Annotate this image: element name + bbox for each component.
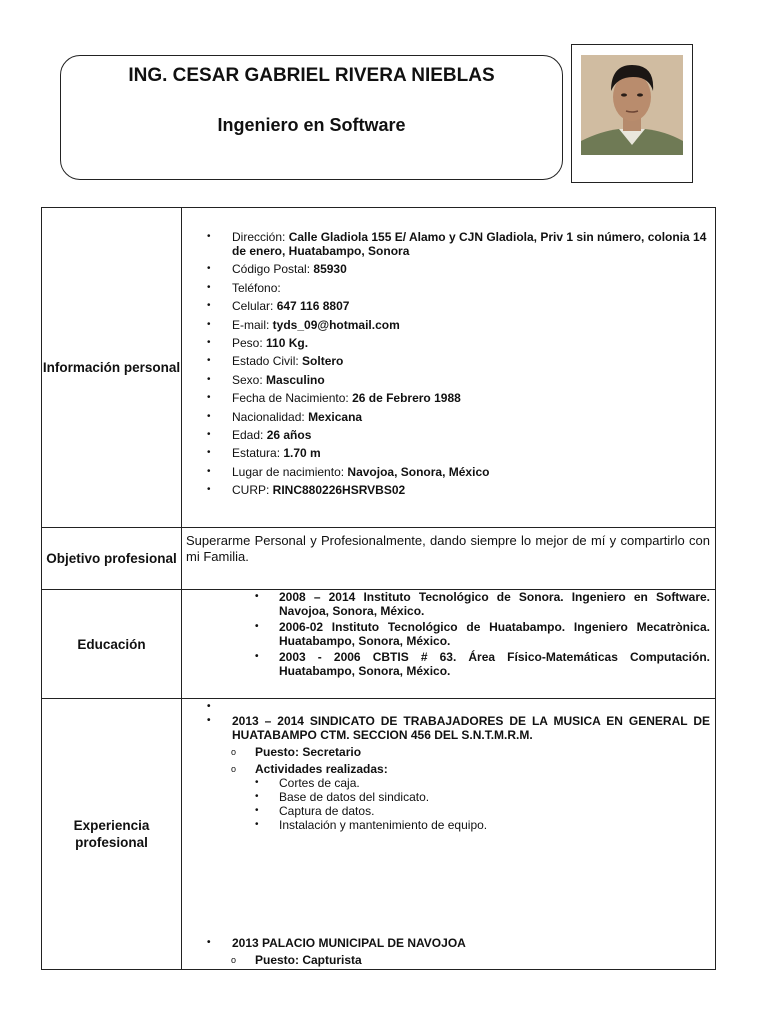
- personal-value: Masculino: [266, 372, 325, 387]
- bullet-icon: •: [207, 263, 211, 275]
- personal-item: [182, 428, 707, 442]
- bullet-icon: •: [207, 392, 211, 404]
- bullet-icon: •: [255, 591, 259, 602]
- personal-item: [182, 230, 707, 258]
- bullet-icon: •: [207, 373, 211, 385]
- objective-row: [42, 528, 716, 590]
- sub-bullet-icon: o: [231, 747, 237, 757]
- bullet-icon: •: [207, 355, 211, 367]
- bullet-icon: •: [207, 484, 211, 496]
- personal-value: 85930: [313, 262, 347, 277]
- personal-item: [182, 281, 707, 295]
- personal-key: Teléfono:: [232, 280, 281, 295]
- bullet-icon: •: [255, 791, 259, 802]
- bullet-icon: •: [255, 805, 259, 816]
- personal-item: [182, 336, 707, 350]
- personal-key: Estatura:: [232, 446, 284, 461]
- bullet-icon: •: [207, 715, 211, 726]
- candidate-name: ING. CESAR GABRIEL RIVERA NIEBLAS: [128, 65, 495, 86]
- education-item: • 2006-02 Instituto Tecnológico de Huatabampo. Ingeniero Mecatrònica. Huatabampo, Sonora, México.: [255, 620, 710, 648]
- personal-key: CURP:: [232, 483, 273, 498]
- activity-item: • Instalación y mantenimiento de equipo.: [255, 818, 488, 832]
- job-2-title: • 2013 PALACIO MUNICIPAL DE NAVOJOA: [207, 936, 466, 950]
- objective-label: Objetivo profesional: [42, 528, 182, 590]
- bullet-icon: •: [207, 701, 211, 712]
- personal-key: Dirección:: [232, 230, 289, 244]
- personal-item: [182, 483, 707, 497]
- personal-key: Código Postal:: [232, 262, 314, 277]
- photo-frame: [571, 44, 693, 183]
- personal-value: Navojoa, Sonora, México: [347, 464, 490, 479]
- cv-table: [41, 207, 716, 970]
- job-1-activities: [182, 776, 710, 832]
- education-label: Educación: [42, 590, 182, 699]
- empty-bullet: [182, 700, 710, 714]
- personal-item: [182, 446, 707, 460]
- personal-key: Lugar de nacimiento:: [232, 464, 348, 479]
- personal-value: Mexicana: [308, 409, 363, 424]
- sub-bullet-icon: o: [231, 764, 237, 774]
- experience-row: [42, 699, 716, 970]
- sub-bullet-icon: o: [231, 955, 237, 965]
- candidate-title: Ingeniero en Software: [217, 115, 406, 135]
- personal-list: [182, 208, 715, 497]
- personal-content: [182, 208, 716, 528]
- bullet-icon: •: [207, 336, 211, 348]
- personal-label: Información personal: [42, 208, 182, 528]
- personal-item: [182, 465, 707, 479]
- job-2-position: o Puesto: Capturista: [231, 953, 362, 967]
- personal-item: [182, 391, 707, 405]
- personal-item: [182, 318, 707, 332]
- personal-item: [182, 354, 707, 368]
- education-item: • 2008 – 2014 Instituto Tecnológico de Sonora. Ingeniero en Software. Navojoa, Sonora, México.: [255, 590, 710, 618]
- personal-value: tyds_09@hotmail.com: [272, 317, 400, 332]
- education-row: [42, 590, 716, 699]
- personal-row: [42, 208, 716, 528]
- bullet-icon: •: [207, 231, 211, 242]
- education-list: [182, 590, 715, 678]
- bullet-icon: •: [255, 777, 259, 788]
- personal-value: RINC880226HSRVBS02: [272, 483, 406, 498]
- bullet-icon: •: [207, 428, 211, 440]
- job-1-position: o Puesto: Secretario: [231, 745, 362, 759]
- bullet-icon: •: [207, 937, 211, 948]
- personal-value: Calle Gladiola 155 E/ Alamo y CJN Gladiola, Priv 1 sin número, colonia 14 de enero, Huatabampo, Sonora: [232, 230, 707, 258]
- personal-value: 647 116 8807: [276, 299, 350, 314]
- profile-photo: [581, 55, 683, 155]
- personal-item: [182, 299, 707, 313]
- personal-item: [182, 373, 707, 387]
- bullet-icon: •: [207, 281, 211, 293]
- education-content: [182, 590, 716, 699]
- activity-item: • Base de datos del sindicato.: [255, 790, 430, 804]
- bullet-icon: •: [255, 651, 259, 662]
- experience-content: [182, 699, 716, 970]
- personal-value: 26 años: [266, 427, 312, 442]
- header-box: [60, 55, 563, 180]
- personal-value: 26 de Febrero 1988: [352, 391, 461, 406]
- education-item: • 2003 - 2006 CBTIS # 63. Área Físico-Matemáticas Computación. Huatabampo, Sonora, México.: [255, 650, 710, 678]
- experience-label: Experiencia profesional: [42, 699, 182, 970]
- bullet-icon: •: [255, 621, 259, 632]
- bullet-icon: •: [207, 300, 211, 312]
- personal-value: Soltero: [302, 354, 344, 369]
- bullet-icon: •: [207, 465, 211, 477]
- job-1-title: • 2013 – 2014 SINDICATO DE TRABAJADORES DE LA MUSICA EN GENERAL DE HUATABAMPO CTM. SECCION 456 DEL S.N.T.M.R.M.: [207, 714, 710, 742]
- job-1-activities-label: o Actividades realizadas:: [231, 762, 388, 776]
- objective-text: Superarme Personal y Profesionalmente, dando siempre lo mejor de mí y compartirlo con mi Familia.: [186, 533, 710, 564]
- personal-key: Edad:: [232, 427, 267, 442]
- bullet-icon: •: [207, 447, 211, 459]
- personal-item: [182, 262, 707, 276]
- personal-key: Peso:: [232, 335, 267, 350]
- activity-item: • Cortes de caja.: [255, 776, 360, 790]
- personal-value: 110 Kg.: [266, 335, 309, 350]
- bullet-icon: •: [255, 819, 259, 830]
- bullet-icon: •: [207, 318, 211, 330]
- personal-key: E-mail:: [232, 317, 273, 332]
- objective-content: [182, 528, 716, 590]
- personal-value: 1.70 m: [283, 446, 321, 461]
- personal-key: Celular:: [232, 299, 277, 314]
- experience-list: [182, 700, 715, 967]
- personal-key: Estado Civil:: [232, 354, 303, 369]
- personal-key: Sexo:: [232, 372, 267, 387]
- bullet-icon: •: [207, 410, 211, 422]
- activity-item: • Captura de datos.: [255, 804, 375, 818]
- personal-key: Nacionalidad:: [232, 409, 309, 424]
- personal-item: [182, 410, 707, 424]
- personal-key: Fecha de Nacimiento:: [232, 391, 353, 406]
